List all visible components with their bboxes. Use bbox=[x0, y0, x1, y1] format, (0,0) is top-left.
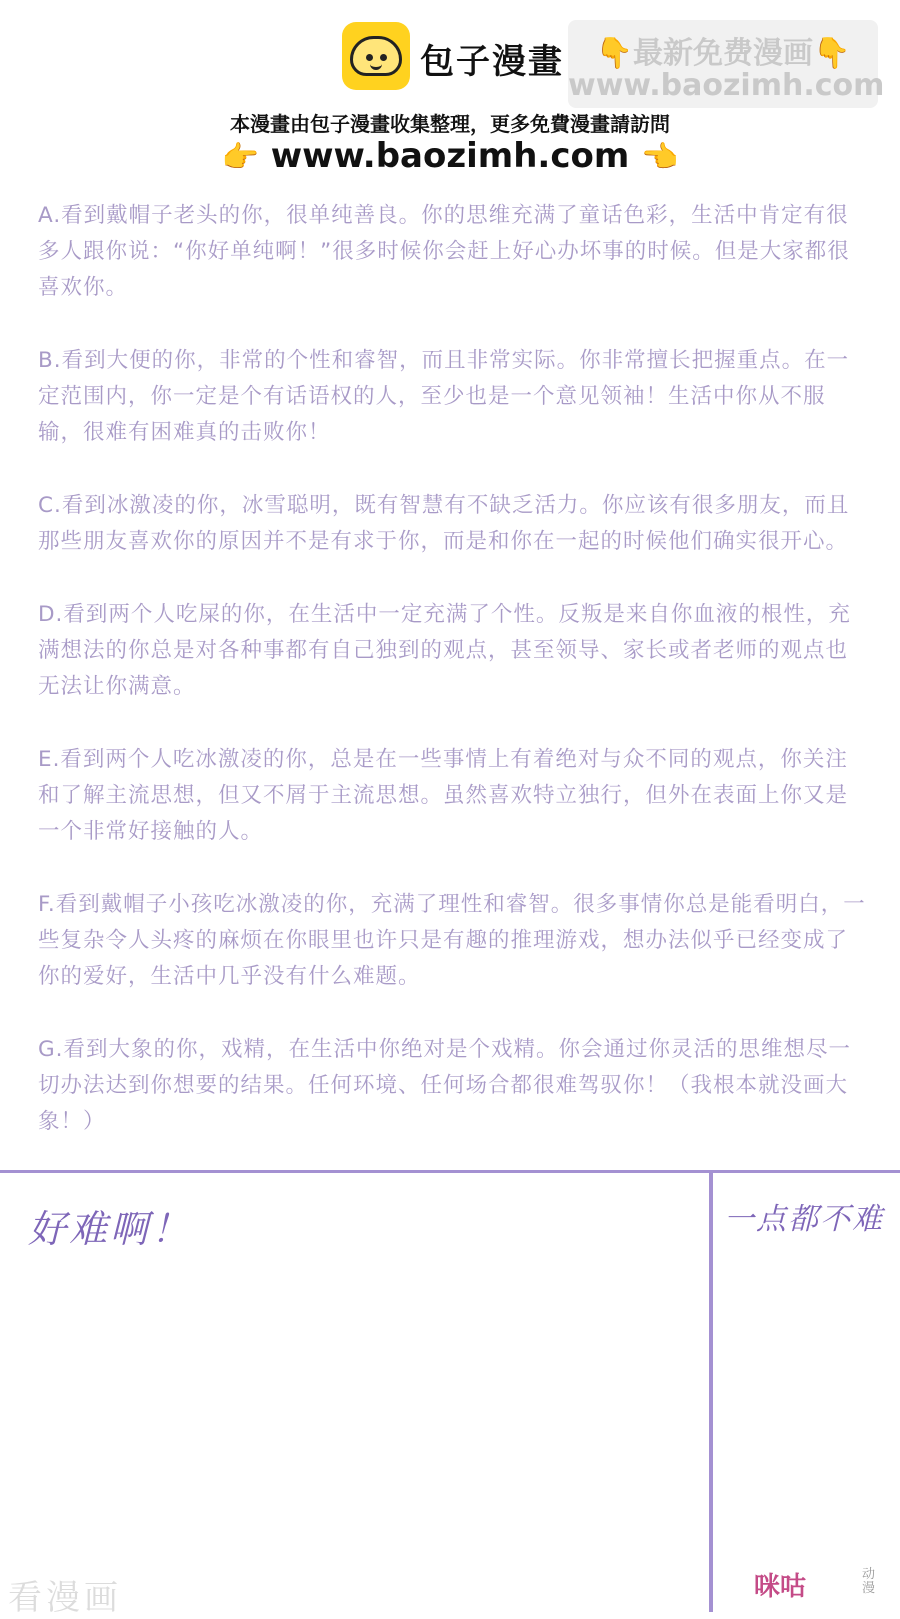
quiz-results bbox=[38, 198, 870, 1177]
eye-icon bbox=[366, 54, 373, 61]
baozi-logo-icon bbox=[342, 22, 410, 90]
panel-border-top bbox=[0, 1170, 900, 1173]
result-b: B.看到大便的你，非常的个性和睿智，而且非常实际。你非常擅长把握重点。在一定范围内，你一定是个有话语权的人，至少也是一个意见领袖！生活中你从不服输，很难有困难真的击败你！ bbox=[38, 348, 850, 445]
watermark-title bbox=[568, 28, 878, 72]
eye-icon bbox=[380, 54, 387, 61]
result-g: G.看到大象的你，戏精，在生活中你绝对是个戏精。你会通过你灵活的思维想尽一切办法达到你想要的结果。任何环境、任何场合都很难驾驭你！（我根本就没画大象！） bbox=[38, 1037, 851, 1134]
panel-border-divider bbox=[709, 1172, 713, 1612]
kanmanhua-watermark: 看漫画 bbox=[8, 1578, 122, 1618]
result-e: E.看到两个人吃冰激凌的你，总是在一些事情上有着绝对与众不同的观点，你关注和了解主流思想，但又不屑于主流思想。虽然喜欢特立独行，但外在表面上你又是一个非常好接触的人。 bbox=[38, 747, 849, 844]
pointing-down-icon: 👇 bbox=[595, 36, 633, 71]
migu-logo: 咪咕 bbox=[754, 1572, 807, 1602]
bun-face-icon bbox=[350, 36, 402, 76]
result-f: F.看到戴帽子小孩吃冰激凌的你，充满了理性和睿智。很多事情你总是能看明白，一些复杂令人头疼的麻烦在你眼里也许只是有趣的推理游戏，想办法似乎已经变成了你的爱好，生活中几乎没有什么难题。 bbox=[38, 892, 866, 989]
handwriting-left: 好难啊！ bbox=[28, 1207, 193, 1251]
site-url-link[interactable]: www.baozimh.com bbox=[270, 136, 630, 176]
result-d: D.看到两个人吃屎的你，在生活中一定充满了个性。反叛是来自你血液的根性，充满想法的你总是对各种事都有自己独到的观点，甚至领导、家长或者老师的观点也无法让你满意。 bbox=[38, 602, 851, 699]
migu-logo-sub: 动漫 bbox=[862, 1567, 876, 1596]
site-header bbox=[0, 0, 900, 190]
pointing-left-icon: 👈 bbox=[641, 140, 679, 175]
pointing-right-icon: 👉 bbox=[221, 140, 259, 175]
pointing-down-icon: 👇 bbox=[813, 36, 851, 71]
watermark-box bbox=[568, 20, 885, 108]
site-url-row[interactable] bbox=[0, 136, 900, 176]
notice-text: 本漫畫由包子漫畫收集整理，更多免費漫畫請訪問 bbox=[230, 112, 670, 136]
watermark-text: 最新免费漫画 bbox=[633, 36, 813, 71]
result-c: C.看到冰激凌的你，冰雪聪明，既有智慧有不缺乏活力。你应该有很多朋友，而且那些朋友喜欢你的原因并不是有求于你，而是和你在一起的时候他们确实很开心。 bbox=[38, 493, 850, 554]
brand-name: 包子漫畫 bbox=[420, 42, 564, 82]
mouth-icon bbox=[370, 61, 382, 70]
handwriting-right: 一点都不难 bbox=[724, 1202, 884, 1237]
watermark-url: www.baozimh.com bbox=[568, 68, 885, 103]
result-a: A.看到戴帽子老头的你，很单纯善良。你的思维充满了童话色彩，生活中肯定有很多人跟你说：“你好单纯啊！”很多时候你会赶上好心办坏事的时候。但是大家都很喜欢你。 bbox=[38, 203, 850, 300]
